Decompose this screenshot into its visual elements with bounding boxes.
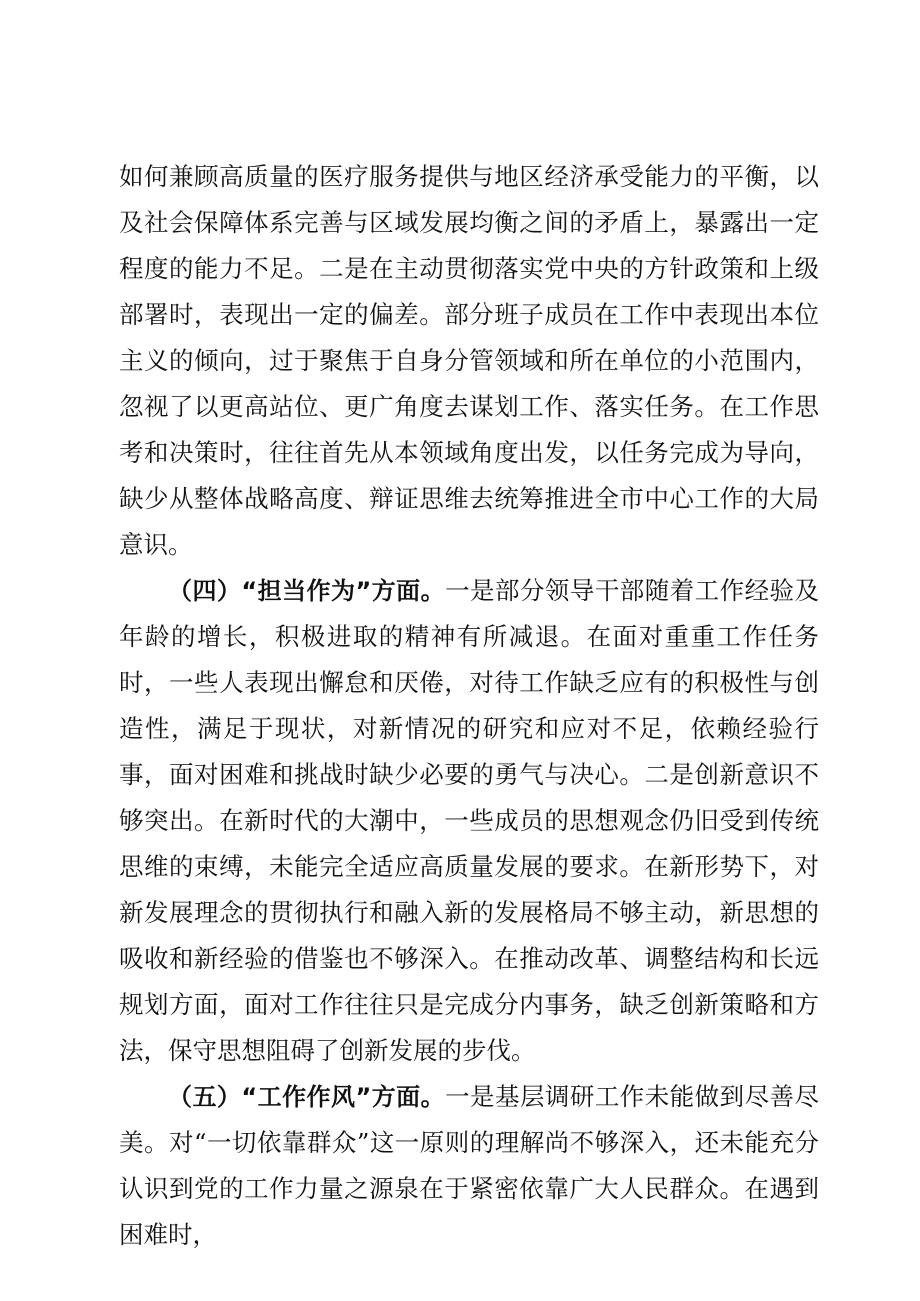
paragraph-continuation bbox=[119, 154, 819, 568]
section-heading: （四）“担当作为”方面。 bbox=[168, 577, 446, 605]
paragraph-body: 如何兼顾高质量的医疗服务提供与地区经济承受能力的平衡，以及社会保障体系完善与区域发展均衡之间的矛盾上，暴露出一定程度的能力不足。二是在主动贯彻落实党中央的方针政策和上级部署时，表现出一定的偏差。部分班子成员在工作中表现出本位主义的倾向，过于聚焦于自身分管领域和所在单位的小范围内，忽视了以更高站位、更广角度去谋划工作、落实任务。在工作思考和决策时，往往首先从本领域角度出发，以任务完成为导向，缺少从整体战略高度、辩证思维去统筹推进全市中心工作的大局意识。 bbox=[119, 162, 819, 559]
paragraph-body: 一是部分领导干部随着工作经验及年龄的增长，积极进取的精神有所减退。在面对重重工作任务时，一些人表现出懈怠和厌倦，对待工作缺乏应有的积极性与创造性，满足于现状，对新情况的研究和应对不足，依赖经验行事，面对困难和挑战时缺少必要的勇气与决心。二是创新意识不够突出。在新时代的大潮中，一些成员的思想观念仍旧受到传统思维的束缚，未能完全适应高质量发展的要求。在新形势下，对新发展理念的贯彻执行和融入新的发展格局不够主动，新思想的吸收和新经验的借鉴也不够深入。在推动改革、调整结构和长远规划方面，面对工作往往只是完成分内事务，缺乏创新策略和方法，保守思想阻碍了创新发展的步伐。 bbox=[119, 576, 820, 1065]
paragraph-section-five bbox=[119, 1074, 819, 1258]
paragraph-section-four bbox=[119, 568, 819, 1074]
document-body bbox=[119, 154, 819, 1258]
paragraph-body: 一是基层调研工作未能做到尽善尽美。对“一切依靠群众”这一原则的理解尚不够深入，还未能充分认识到党的工作力量之源泉在于紧密依靠广大人民群众。在遇到困难时， bbox=[119, 1082, 820, 1249]
section-heading: （五）“工作作风”方面。 bbox=[168, 1083, 446, 1111]
